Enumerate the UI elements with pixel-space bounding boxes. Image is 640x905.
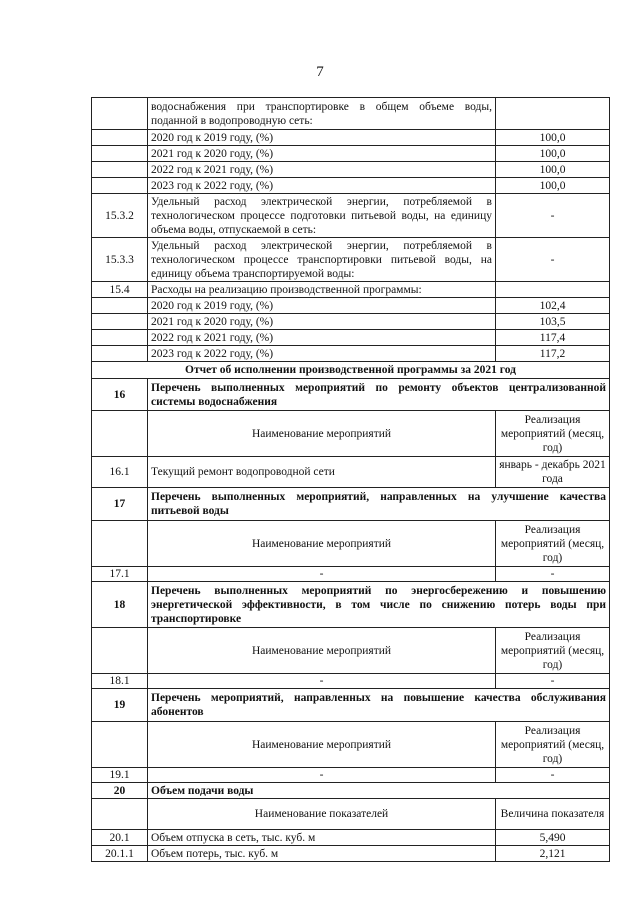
row-value <box>496 98 610 130</box>
table-row <box>92 194 610 238</box>
row-value: 5,490 <box>496 830 610 846</box>
row-number <box>92 146 148 162</box>
row-text: Текущий ремонт водопроводной сети <box>148 457 496 488</box>
row-text: 2023 год к 2022 году, (%) <box>148 346 496 362</box>
row-value: 103,5 <box>496 314 610 330</box>
row-number: 17.1 <box>92 567 148 582</box>
table-row <box>92 330 610 346</box>
row-value: - <box>496 238 610 282</box>
report-title-row <box>92 362 610 379</box>
row-number: 15.4 <box>92 282 148 298</box>
section-number: 20 <box>92 783 148 799</box>
row-text: 2020 год к 2019 году, (%) <box>148 130 496 146</box>
row-text: водоснабжения при транспортировке в общем объеме воды, поданной в водопроводную сеть: <box>148 98 496 130</box>
row-value: - <box>496 567 610 582</box>
empty-cell <box>92 722 148 768</box>
empty-cell <box>92 411 148 457</box>
column-header-row <box>92 722 610 768</box>
table-row <box>92 346 610 362</box>
row-text: Расходы на реализацию производственной программы: <box>148 282 496 298</box>
section-title: Перечень выполненных мероприятий по ремонту объектов централизованной системы водоснабжения <box>148 379 610 411</box>
column-header-name: Наименование мероприятий <box>148 521 496 567</box>
column-header-value: Реализация мероприятий (месяц, год) <box>496 722 610 768</box>
row-number: 16.1 <box>92 457 148 488</box>
section-number: 17 <box>92 488 148 521</box>
column-header-value: Реализация мероприятий (месяц, год) <box>496 521 610 567</box>
row-value: 100,0 <box>496 146 610 162</box>
section-title: Перечень выполненных мероприятий, направленных на улучшение качества питьевой воды <box>148 488 610 521</box>
row-value: 2,121 <box>496 846 610 862</box>
table-row <box>92 768 610 783</box>
table-row <box>92 178 610 194</box>
table-row <box>92 314 610 330</box>
section-number: 16 <box>92 379 148 411</box>
column-header-row <box>92 799 610 830</box>
row-number: 15.3.3 <box>92 238 148 282</box>
section-title: Перечень выполненных мероприятий по энергосбережению и повышению энергетической эффективности, в том числе по снижению потерь воды при транспортировке <box>148 582 610 628</box>
row-text: 2021 год к 2020 году, (%) <box>148 146 496 162</box>
row-value: 117,4 <box>496 330 610 346</box>
document-table <box>91 97 610 862</box>
section-title: Объем подачи воды <box>148 783 610 799</box>
column-header-name: Наименование мероприятий <box>148 722 496 768</box>
row-number <box>92 162 148 178</box>
row-text: Удельный расход электрической энергии, потребляемой в технологическом процессе транспортировки питьевой воды, на единицу объема транспортируемой воды: <box>148 238 496 282</box>
table-row <box>92 846 610 862</box>
row-value: - <box>496 674 610 689</box>
row-number <box>92 98 148 130</box>
column-header-name: Наименование мероприятий <box>148 411 496 457</box>
table-row <box>92 282 610 298</box>
row-value: 100,0 <box>496 162 610 178</box>
row-text: 2022 год к 2021 году, (%) <box>148 330 496 346</box>
row-value: январь - декабрь 2021 года <box>496 457 610 488</box>
empty-cell <box>92 521 148 567</box>
row-number: 20.1 <box>92 830 148 846</box>
column-header-row <box>92 628 610 674</box>
section-header-row <box>92 488 610 521</box>
page-number: 7 <box>316 64 324 80</box>
table-row <box>92 830 610 846</box>
row-number <box>92 314 148 330</box>
table-row <box>92 567 610 582</box>
table-row <box>92 130 610 146</box>
row-value: 100,0 <box>496 178 610 194</box>
row-number: 15.3.2 <box>92 194 148 238</box>
column-header-value: Реализация мероприятий (месяц, год) <box>496 411 610 457</box>
table-row <box>92 162 610 178</box>
row-number <box>92 178 148 194</box>
empty-cell <box>92 799 148 830</box>
row-value: - <box>496 194 610 238</box>
table-row <box>92 298 610 314</box>
row-text: Удельный расход электрической энергии, потребляемой в технологическом процессе подготовки питьевой воды, на единицу объема воды, отпускаемой в сеть: <box>148 194 496 238</box>
row-text: 2021 год к 2020 году, (%) <box>148 314 496 330</box>
section-header-row <box>92 689 610 722</box>
row-number: 19.1 <box>92 768 148 783</box>
row-text: - <box>148 674 496 689</box>
column-header-name: Наименование мероприятий <box>148 628 496 674</box>
row-number: 20.1.1 <box>92 846 148 862</box>
row-text: Объем отпуска в сеть, тыс. куб. м <box>148 830 496 846</box>
section-title: Перечень мероприятий, направленных на повышение качества обслуживания абонентов <box>148 689 610 722</box>
row-number <box>92 130 148 146</box>
report-title: Отчет об исполнении производственной программы за 2021 год <box>92 362 610 379</box>
row-value <box>496 282 610 298</box>
section-header-row <box>92 379 610 411</box>
table-row <box>92 674 610 689</box>
section-number: 18 <box>92 582 148 628</box>
row-text: - <box>148 567 496 582</box>
table-row <box>92 457 610 488</box>
column-header-row <box>92 521 610 567</box>
row-value: 102,4 <box>496 298 610 314</box>
table-row <box>92 238 610 282</box>
row-number: 18.1 <box>92 674 148 689</box>
row-number <box>92 346 148 362</box>
row-value: - <box>496 768 610 783</box>
row-text: 2020 год к 2019 году, (%) <box>148 298 496 314</box>
row-text: - <box>148 768 496 783</box>
row-text: 2023 год к 2022 году, (%) <box>148 178 496 194</box>
table-row <box>92 146 610 162</box>
row-text: Объем потерь, тыс. куб. м <box>148 846 496 862</box>
empty-cell <box>92 628 148 674</box>
row-text: 2022 год к 2021 году, (%) <box>148 162 496 178</box>
row-number <box>92 330 148 346</box>
column-header-value: Величина показателя <box>496 799 610 830</box>
column-header-row <box>92 411 610 457</box>
row-value: 117,2 <box>496 346 610 362</box>
table-row <box>92 98 610 130</box>
section-header-row <box>92 582 610 628</box>
row-number <box>92 298 148 314</box>
row-value: 100,0 <box>496 130 610 146</box>
section-number: 19 <box>92 689 148 722</box>
section-header-row <box>92 783 610 799</box>
column-header-value: Реализация мероприятий (месяц, год) <box>496 628 610 674</box>
column-header-name: Наименование показателей <box>148 799 496 830</box>
